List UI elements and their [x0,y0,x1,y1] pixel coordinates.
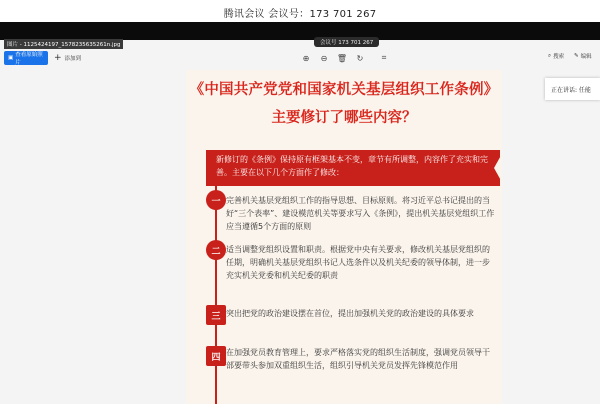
poster-header [186,70,502,140]
add-to-label: 添加到 [64,56,82,62]
meeting-id-pill: 会议号 173 701 267 [314,37,379,47]
delete-icon[interactable]: 🗑 [336,53,348,63]
rotate-icon[interactable]: ↻ [356,53,364,63]
title-bar [0,0,600,22]
list-item: 适当调整党组织设置和职责。根据党中央有关要求，修改机关基层党组织的任期，明确机关基层党组织书记人选条件以及机关纪委的领导体制，进一步充实机关党委和机关纪委的职责 [226,245,490,280]
edit-label: 编辑 [580,54,592,60]
zoom-out-icon[interactable]: ⊖ [320,53,328,63]
view-original-button[interactable] [4,51,48,65]
search-label: 搜索 [553,54,565,60]
list-item: 完善机关基层党组织工作的指导思想、目标原则。将习近平总书记提出的当好“三个表率”、建设模范机关等要求写入《条例》，提出机关基层党组织工作应当遵循5个方面的原则 [226,196,495,231]
poster-title: 《中国共产党党和国家机关基层组织工作条例》 [189,82,499,98]
crop-icon[interactable]: ⌗ [381,53,387,62]
viewer-top-bar [0,22,600,40]
poster-image [186,70,502,404]
plus-icon: + [54,53,62,63]
zoom-in-icon[interactable]: ⊕ [302,53,310,63]
item-number-badge: 一 [206,190,226,210]
list-item: 在加强党员教育管理上，要求严格落实党的组织生活制度，强调党员领导干部要带头参加双重组织生活，组织引导机关党员发挥先锋模范作用 [226,348,490,370]
add-to-button[interactable] [54,51,81,65]
item-number-badge: 三 [206,305,226,325]
search-button[interactable] [548,52,564,60]
view-original-label: 查看原始照片 [15,52,43,66]
timeline-line [215,186,217,404]
intro-ribbon-tail [494,150,502,186]
poster-intro: 新修订的《条例》保持原有框架基本不变，章节有所调整，内容作了充实和完善。主要在以下几个方面作了修改： [206,150,500,186]
poster-subtitle: 主要修订了哪些内容？ [271,110,417,126]
image-filename: 图片 - 1125424197_1578235635261n.jpg [4,39,123,49]
window-title: 腾讯会议 会议号：173 701 267 [223,9,377,20]
item-number-badge: 四 [206,346,226,366]
speaking-indicator: 正在讲话: 任能 [545,78,600,100]
image-icon: ▣ [8,55,14,61]
list-item: 突出把党的政治建设摆在首位，提出加强机关党的政治建设的具体要求 [226,309,474,318]
edit-button[interactable] [574,52,592,60]
edit-icon: ✎ [574,53,579,59]
item-number-badge: 二 [206,240,226,260]
search-icon: ⌕ [548,52,552,59]
